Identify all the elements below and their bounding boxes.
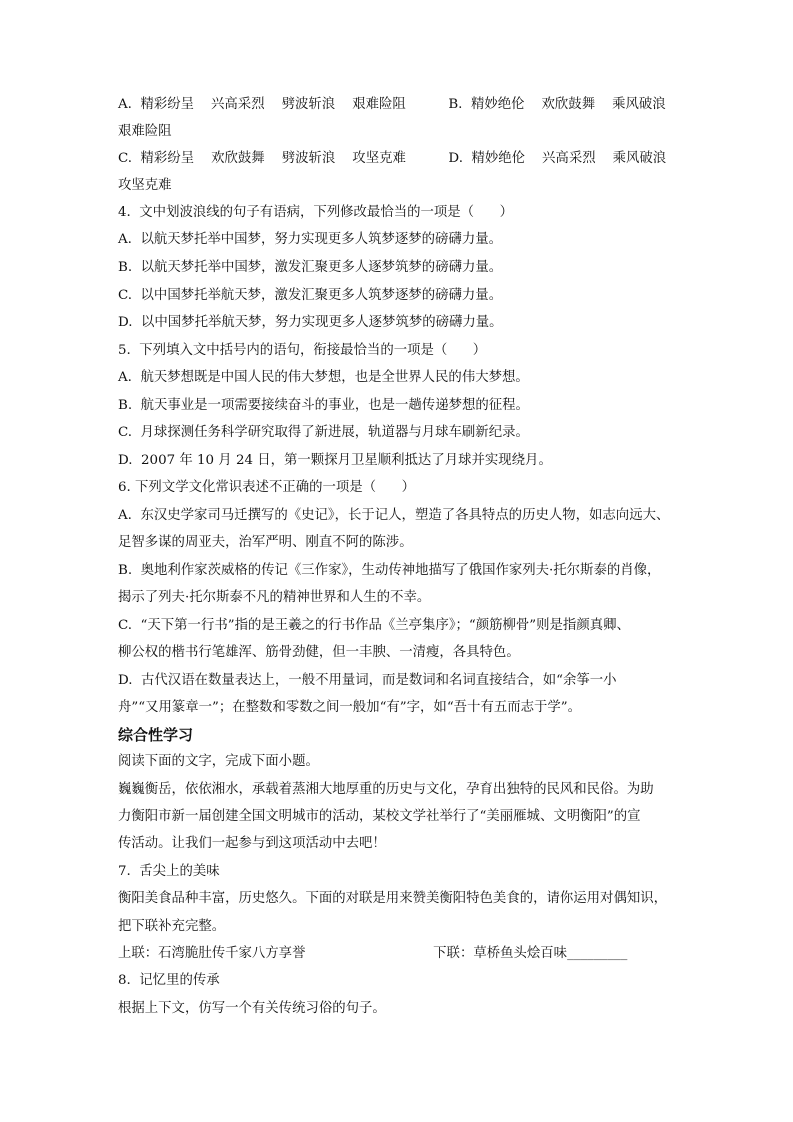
q8-title: 8. 记忆里的传承 bbox=[118, 973, 220, 988]
passage-line-1: 巍巍衡岳，依依湘水，承载着蒸湘大地厚重的历史与文化，孕育出独特的民风和民俗。为助 bbox=[118, 782, 654, 797]
q3-option-b-cont: 艰难险阻 bbox=[118, 124, 172, 139]
q6-option-c-cont: 柳公权的楷书行笔雄浑、筋骨劲健，但一丰腴、一清瘦，各具特色。 bbox=[118, 645, 520, 660]
q4-option-d: D. 以中国梦托举航天梦，努力实现更多人逐梦筑梦的磅礴力量。 bbox=[118, 315, 503, 330]
q7-title: 7. 舌尖上的美味 bbox=[118, 864, 220, 879]
q7-body-2: 把下联补充完整。 bbox=[118, 919, 226, 934]
q6-option-c: C. “天下第一行书”指的是王羲之的行书作品《兰亭集序》；“颜筋柳骨”则是指颜真卿、 bbox=[118, 618, 630, 633]
q6-option-a: A. 东汉史学家司马迁撰写的《史记》，长于记人，塑造了各具特点的历史人物，如志向远大、 bbox=[118, 508, 670, 523]
q4-option-a: A. 以航天梦托举中国梦，努力实现更多人筑梦逐梦的磅礴力量。 bbox=[118, 232, 502, 247]
q8-body: 根据上下文，仿写一个有关传统习俗的句子。 bbox=[118, 1001, 386, 1016]
q4-option-c: C. 以中国梦托举航天梦，激发汇聚更多人筑梦逐梦的磅礴力量。 bbox=[118, 288, 503, 303]
q6-option-b: B. 奥地利作家茨威格的传记《三作家》，生动传神地描写了俄国作家列夫·托尔斯泰的肖像， bbox=[118, 563, 661, 578]
q6-option-a-cont: 足智多谋的周亚夫，治军严明、刚直不阿的陈涉。 bbox=[118, 535, 413, 550]
q7-couplet: 上联：石湾脆肚传千家八方享誉 下联：草桥鱼头烩百味_________ bbox=[118, 946, 628, 961]
q4-stem: 4. 文中划波浪线的句子有语病，下列修改最恰当的一项是（ ） bbox=[118, 205, 513, 220]
section-heading: 综合性学习 bbox=[118, 726, 194, 744]
q3-option-a-b: A. 精彩纷呈 兴高采烈 劈波斩浪 艰难险阻 B. 精妙绝伦 欢欣鼓舞 乘风破浪 bbox=[118, 97, 666, 112]
q6-option-d-cont: 舟”“又用篆章一”；在整数和零数之间一般加“有”字，如“吾十有五而志于学”。 bbox=[118, 700, 582, 715]
q3-option-c-d: C. 精彩纷呈 欢欣鼓舞 劈波斩浪 攻坚克难 D. 精妙绝伦 兴高采烈 乘风破浪 bbox=[118, 151, 667, 166]
q5-option-b: B. 航天事业是一项需要接续奋斗的事业，也是一趟传递梦想的征程。 bbox=[118, 398, 529, 413]
q7-body-1: 衡阳美食品种丰富，历史悠久。下面的对联是用来赞美衡阳特色美食的，请你运用对偶知识， bbox=[118, 891, 668, 906]
q5-option-a: A. 航天梦想既是中国人民的伟大梦想，也是全世界人民的伟大梦想。 bbox=[118, 370, 529, 385]
q5-option-d: D. 2007 年 10 月 24 日，第一颗探月卫星顺利抵达了月球并实现绕月。 bbox=[118, 453, 552, 468]
passage-line-3: 传活动。让我们一起参与到这项活动中去吧！ bbox=[118, 836, 386, 851]
q6-option-d: D. 古代汉语在数量表达上，一般不用量词，而是数词和名词直接结合，如“余筝一小 bbox=[118, 673, 617, 688]
q5-stem: 5. 下列填入文中括号内的语句，衔接最恰当的一项是（ ） bbox=[118, 343, 487, 358]
q6-option-b-cont: 揭示了列夫·托尔斯泰不凡的精神世界和人生的不幸。 bbox=[118, 590, 431, 605]
q6-stem: 6. 下列文学文化常识表述不正确的一项是（ ） bbox=[118, 480, 415, 495]
q3-option-d-cont: 攻坚克难 bbox=[118, 178, 172, 193]
q5-option-c: C. 月球探测任务科学研究取得了新进展，轨道器与月球车刷新纪录。 bbox=[118, 425, 529, 440]
q4-option-b: B. 以航天梦托举中国梦，激发汇聚更多人逐梦筑梦的磅礴力量。 bbox=[118, 260, 503, 275]
passage-line-2: 力衡阳市新一届创建全国文明城市的活动，某校文学社举行了“美丽雁城、文明衡阳”的宣 bbox=[118, 809, 641, 824]
reading-instruction: 阅读下面的文字，完成下面小题。 bbox=[118, 754, 319, 769]
